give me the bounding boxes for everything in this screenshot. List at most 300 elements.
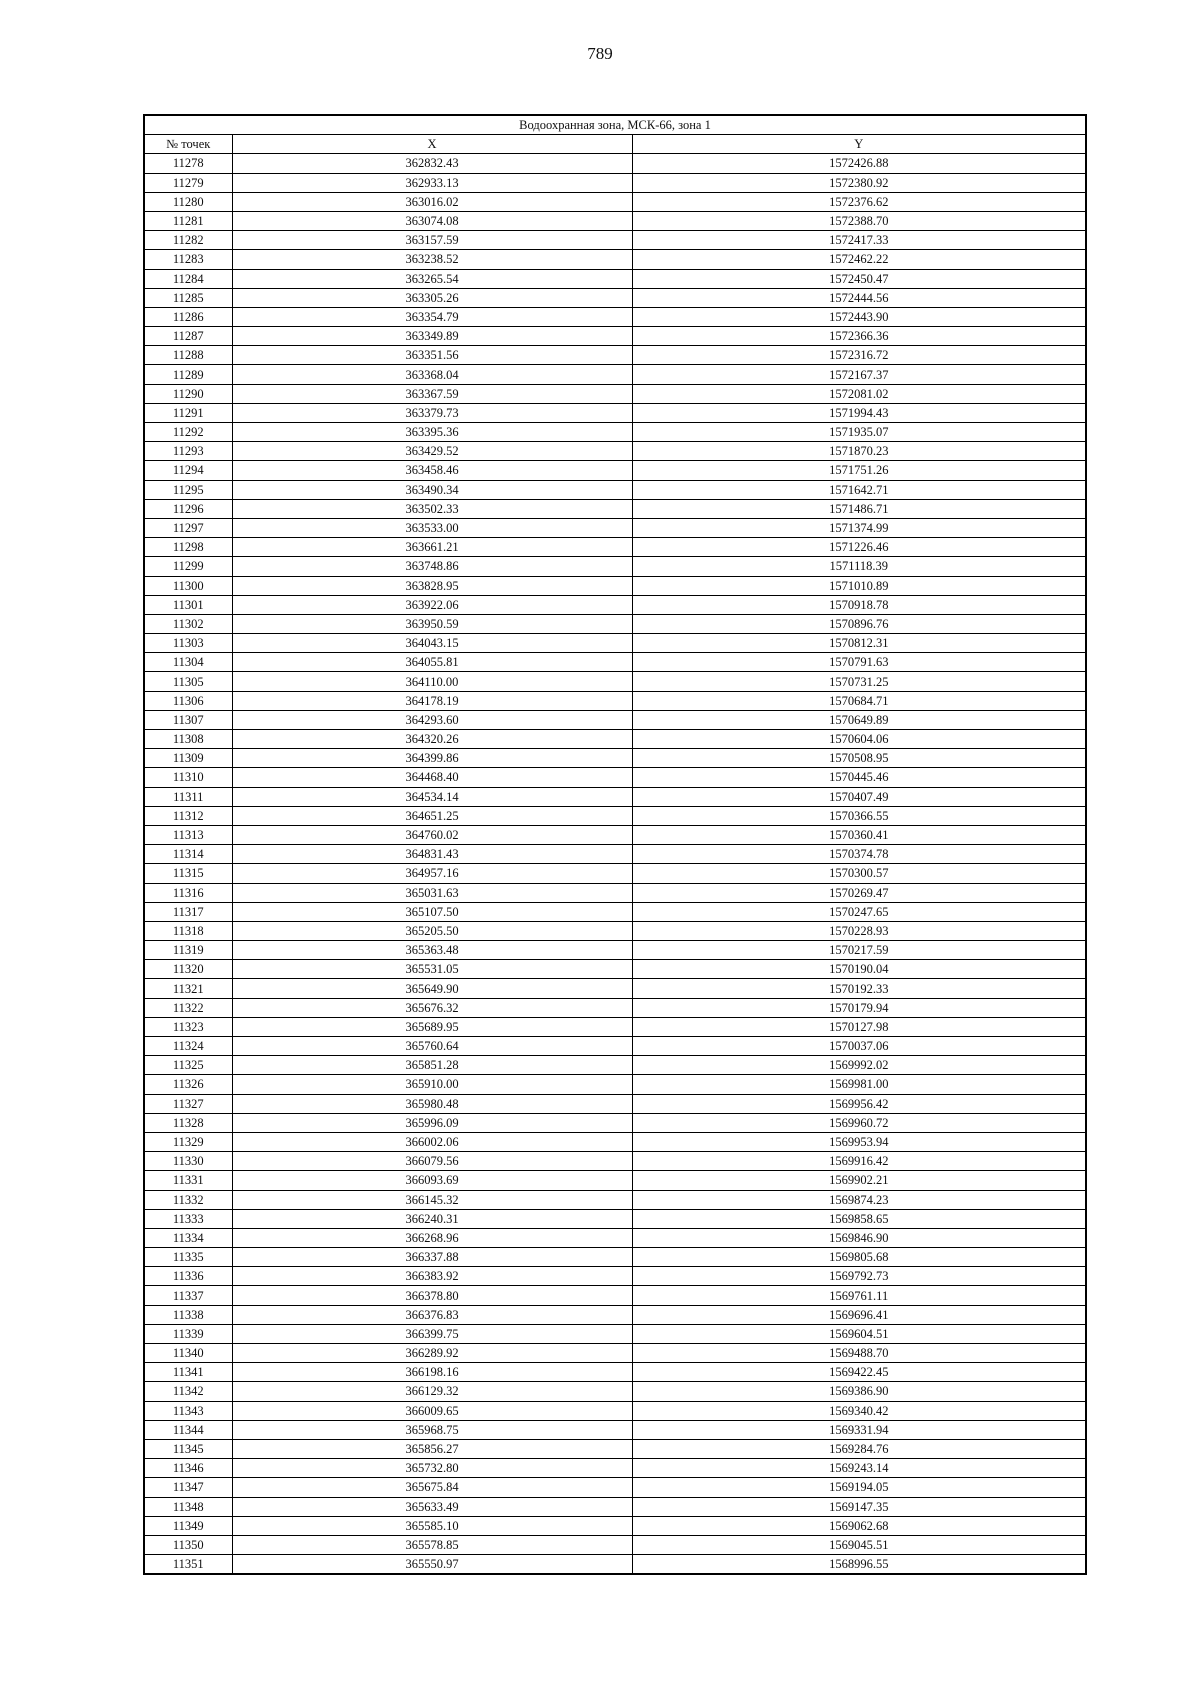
x-coordinate-cell: 363016.02 — [232, 192, 632, 211]
point-number-cell: 11345 — [144, 1439, 232, 1458]
point-number-cell: 11303 — [144, 634, 232, 653]
table-row — [144, 864, 1086, 883]
x-coordinate-cell: 364320.26 — [232, 730, 632, 749]
y-coordinate-cell: 1569045.51 — [632, 1535, 1086, 1554]
table-row — [144, 557, 1086, 576]
point-number-cell: 11291 — [144, 403, 232, 422]
y-coordinate-cell: 1569858.65 — [632, 1209, 1086, 1228]
table-row — [144, 749, 1086, 768]
table-row — [144, 768, 1086, 787]
table-row — [144, 1171, 1086, 1190]
point-number-cell: 11318 — [144, 921, 232, 940]
table-row — [144, 653, 1086, 672]
point-number-cell: 11330 — [144, 1152, 232, 1171]
x-coordinate-cell: 363458.46 — [232, 461, 632, 480]
point-number-cell: 11331 — [144, 1171, 232, 1190]
point-number-cell: 11350 — [144, 1535, 232, 1554]
y-coordinate-cell: 1570228.93 — [632, 921, 1086, 940]
y-coordinate-cell: 1571642.71 — [632, 480, 1086, 499]
point-number-cell: 11340 — [144, 1344, 232, 1363]
coordinates-table — [143, 114, 1087, 1575]
x-coordinate-cell: 365550.97 — [232, 1555, 632, 1575]
table-row — [144, 1439, 1086, 1458]
y-coordinate-cell: 1569488.70 — [632, 1344, 1086, 1363]
point-number-cell: 11309 — [144, 749, 232, 768]
table-row — [144, 461, 1086, 480]
y-coordinate-cell: 1571994.43 — [632, 403, 1086, 422]
table-row — [144, 1286, 1086, 1305]
y-coordinate-cell: 1570649.89 — [632, 710, 1086, 729]
x-coordinate-cell: 365689.95 — [232, 1017, 632, 1036]
table-row — [144, 403, 1086, 422]
point-number-cell: 11332 — [144, 1190, 232, 1209]
y-coordinate-cell: 1571751.26 — [632, 461, 1086, 480]
table-row — [144, 595, 1086, 614]
x-coordinate-cell: 363379.73 — [232, 403, 632, 422]
x-coordinate-cell: 365578.85 — [232, 1535, 632, 1554]
y-coordinate-cell: 1570179.94 — [632, 998, 1086, 1017]
x-coordinate-cell: 365649.90 — [232, 979, 632, 998]
table-row — [144, 921, 1086, 940]
table-row — [144, 806, 1086, 825]
point-number-cell: 11308 — [144, 730, 232, 749]
point-number-cell: 11344 — [144, 1420, 232, 1439]
x-coordinate-cell: 365851.28 — [232, 1056, 632, 1075]
point-number-cell: 11283 — [144, 250, 232, 269]
y-coordinate-cell: 1570192.33 — [632, 979, 1086, 998]
x-coordinate-cell: 363265.54 — [232, 269, 632, 288]
y-coordinate-cell: 1571935.07 — [632, 423, 1086, 442]
point-number-cell: 11326 — [144, 1075, 232, 1094]
x-coordinate-cell: 366079.56 — [232, 1152, 632, 1171]
table-row — [144, 1190, 1086, 1209]
x-coordinate-cell: 362832.43 — [232, 154, 632, 173]
x-coordinate-cell: 363349.89 — [232, 327, 632, 346]
point-number-cell: 11348 — [144, 1497, 232, 1516]
point-number-cell: 11304 — [144, 653, 232, 672]
table-row — [144, 173, 1086, 192]
x-coordinate-cell: 365968.75 — [232, 1420, 632, 1439]
column-header-y: Y — [632, 135, 1086, 154]
y-coordinate-cell: 1572417.33 — [632, 231, 1086, 250]
x-coordinate-cell: 363351.56 — [232, 346, 632, 365]
x-coordinate-cell: 365675.84 — [232, 1478, 632, 1497]
point-number-cell: 11315 — [144, 864, 232, 883]
page-number: 789 — [587, 44, 613, 63]
point-number-cell: 11336 — [144, 1267, 232, 1286]
x-coordinate-cell: 366337.88 — [232, 1248, 632, 1267]
point-number-cell: 11324 — [144, 1037, 232, 1056]
table-body — [144, 154, 1086, 1574]
y-coordinate-cell: 1570127.98 — [632, 1017, 1086, 1036]
table-row — [144, 442, 1086, 461]
table-row — [144, 1132, 1086, 1151]
x-coordinate-cell: 366145.32 — [232, 1190, 632, 1209]
point-number-cell: 11280 — [144, 192, 232, 211]
y-coordinate-cell: 1569902.21 — [632, 1171, 1086, 1190]
y-coordinate-cell: 1569846.90 — [632, 1228, 1086, 1247]
point-number-cell: 11305 — [144, 672, 232, 691]
point-number-cell: 11279 — [144, 173, 232, 192]
y-coordinate-cell: 1568996.55 — [632, 1555, 1086, 1575]
y-coordinate-cell: 1570445.46 — [632, 768, 1086, 787]
table-row — [144, 1152, 1086, 1171]
point-number-cell: 11289 — [144, 365, 232, 384]
point-number-cell: 11335 — [144, 1248, 232, 1267]
x-coordinate-cell: 363305.26 — [232, 288, 632, 307]
point-number-cell: 11321 — [144, 979, 232, 998]
y-coordinate-cell: 1569243.14 — [632, 1459, 1086, 1478]
x-coordinate-cell: 366268.96 — [232, 1228, 632, 1247]
point-number-cell: 11334 — [144, 1228, 232, 1247]
point-number-cell: 11338 — [144, 1305, 232, 1324]
point-number-cell: 11329 — [144, 1132, 232, 1151]
point-number-cell: 11307 — [144, 710, 232, 729]
point-number-cell: 11278 — [144, 154, 232, 173]
y-coordinate-cell: 1570812.31 — [632, 634, 1086, 653]
y-coordinate-cell: 1569194.05 — [632, 1478, 1086, 1497]
x-coordinate-cell: 365363.48 — [232, 941, 632, 960]
x-coordinate-cell: 363502.33 — [232, 499, 632, 518]
table-row — [144, 787, 1086, 806]
point-number-cell: 11302 — [144, 614, 232, 633]
point-number-cell: 11286 — [144, 307, 232, 326]
x-coordinate-cell: 364651.25 — [232, 806, 632, 825]
table-row — [144, 154, 1086, 173]
point-number-cell: 11341 — [144, 1363, 232, 1382]
point-number-cell: 11316 — [144, 883, 232, 902]
y-coordinate-cell: 1571118.39 — [632, 557, 1086, 576]
x-coordinate-cell: 363490.34 — [232, 480, 632, 499]
table-row — [144, 192, 1086, 211]
y-coordinate-cell: 1571010.89 — [632, 576, 1086, 595]
point-number-cell: 11322 — [144, 998, 232, 1017]
table-row — [144, 384, 1086, 403]
y-coordinate-cell: 1570896.76 — [632, 614, 1086, 633]
point-number-cell: 11343 — [144, 1401, 232, 1420]
y-coordinate-cell: 1571870.23 — [632, 442, 1086, 461]
table-row — [144, 960, 1086, 979]
point-number-cell: 11327 — [144, 1094, 232, 1113]
point-number-cell: 11346 — [144, 1459, 232, 1478]
x-coordinate-cell: 363368.04 — [232, 365, 632, 384]
y-coordinate-cell: 1570247.65 — [632, 902, 1086, 921]
point-number-cell: 11298 — [144, 538, 232, 557]
x-coordinate-cell: 366240.31 — [232, 1209, 632, 1228]
x-coordinate-cell: 366378.80 — [232, 1286, 632, 1305]
point-number-cell: 11333 — [144, 1209, 232, 1228]
table-row — [144, 346, 1086, 365]
point-number-cell: 11282 — [144, 231, 232, 250]
y-coordinate-cell: 1572081.02 — [632, 384, 1086, 403]
y-coordinate-cell: 1570731.25 — [632, 672, 1086, 691]
table-row — [144, 1382, 1086, 1401]
table-row — [144, 1017, 1086, 1036]
table-row — [144, 1459, 1086, 1478]
x-coordinate-cell: 362933.13 — [232, 173, 632, 192]
y-coordinate-cell: 1569805.68 — [632, 1248, 1086, 1267]
point-number-cell: 11347 — [144, 1478, 232, 1497]
column-header-point-number: № точек — [144, 135, 232, 154]
y-coordinate-cell: 1570508.95 — [632, 749, 1086, 768]
table-row — [144, 1228, 1086, 1247]
y-coordinate-cell: 1570407.49 — [632, 787, 1086, 806]
table-row — [144, 1363, 1086, 1382]
table-row — [144, 1056, 1086, 1075]
y-coordinate-cell: 1570791.63 — [632, 653, 1086, 672]
x-coordinate-cell: 364055.81 — [232, 653, 632, 672]
y-coordinate-cell: 1570360.41 — [632, 825, 1086, 844]
y-coordinate-cell: 1569874.23 — [632, 1190, 1086, 1209]
table-row — [144, 1420, 1086, 1439]
point-number-cell: 11290 — [144, 384, 232, 403]
table-row — [144, 231, 1086, 250]
table-row — [144, 269, 1086, 288]
table-row — [144, 1497, 1086, 1516]
x-coordinate-cell: 364534.14 — [232, 787, 632, 806]
table-row — [144, 211, 1086, 230]
point-number-cell: 11299 — [144, 557, 232, 576]
table-row — [144, 1401, 1086, 1420]
y-coordinate-cell: 1570190.04 — [632, 960, 1086, 979]
y-coordinate-cell: 1569604.51 — [632, 1324, 1086, 1343]
point-number-cell: 11300 — [144, 576, 232, 595]
point-number-cell: 11319 — [144, 941, 232, 960]
point-number-cell: 11295 — [144, 480, 232, 499]
table-row — [144, 1344, 1086, 1363]
y-coordinate-cell: 1570374.78 — [632, 845, 1086, 864]
table-row — [144, 825, 1086, 844]
point-number-cell: 11306 — [144, 691, 232, 710]
table-row — [144, 1555, 1086, 1575]
y-coordinate-cell: 1570604.06 — [632, 730, 1086, 749]
table-row — [144, 614, 1086, 633]
table-row — [144, 998, 1086, 1017]
table-row — [144, 576, 1086, 595]
y-coordinate-cell: 1571486.71 — [632, 499, 1086, 518]
y-coordinate-cell: 1571374.99 — [632, 518, 1086, 537]
table-row — [144, 1516, 1086, 1535]
table-row — [144, 902, 1086, 921]
point-number-cell: 11310 — [144, 768, 232, 787]
y-coordinate-cell: 1569386.90 — [632, 1382, 1086, 1401]
point-number-cell: 11342 — [144, 1382, 232, 1401]
y-coordinate-cell: 1569960.72 — [632, 1113, 1086, 1132]
x-coordinate-cell: 365031.63 — [232, 883, 632, 902]
table-row — [144, 1094, 1086, 1113]
y-coordinate-cell: 1569916.42 — [632, 1152, 1086, 1171]
x-coordinate-cell: 363950.59 — [232, 614, 632, 633]
point-number-cell: 11313 — [144, 825, 232, 844]
x-coordinate-cell: 365633.49 — [232, 1497, 632, 1516]
y-coordinate-cell: 1569696.41 — [632, 1305, 1086, 1324]
x-coordinate-cell: 364043.15 — [232, 634, 632, 653]
x-coordinate-cell: 365996.09 — [232, 1113, 632, 1132]
x-coordinate-cell: 365676.32 — [232, 998, 632, 1017]
x-coordinate-cell: 363395.36 — [232, 423, 632, 442]
y-coordinate-cell: 1569761.11 — [632, 1286, 1086, 1305]
x-coordinate-cell: 365760.64 — [232, 1037, 632, 1056]
table-row — [144, 307, 1086, 326]
point-number-cell: 11337 — [144, 1286, 232, 1305]
table-row — [144, 1535, 1086, 1554]
point-number-cell: 11287 — [144, 327, 232, 346]
x-coordinate-cell: 364110.00 — [232, 672, 632, 691]
x-coordinate-cell: 363367.59 — [232, 384, 632, 403]
table-row — [144, 883, 1086, 902]
point-number-cell: 11339 — [144, 1324, 232, 1343]
x-coordinate-cell: 366399.75 — [232, 1324, 632, 1343]
x-coordinate-cell: 363922.06 — [232, 595, 632, 614]
table-row — [144, 499, 1086, 518]
x-coordinate-cell: 363354.79 — [232, 307, 632, 326]
table-row — [144, 250, 1086, 269]
table-row — [144, 480, 1086, 499]
table-row — [144, 1113, 1086, 1132]
table-row — [144, 672, 1086, 691]
x-coordinate-cell: 363828.95 — [232, 576, 632, 595]
y-coordinate-cell: 1569792.73 — [632, 1267, 1086, 1286]
y-coordinate-cell: 1572426.88 — [632, 154, 1086, 173]
y-coordinate-cell: 1569284.76 — [632, 1439, 1086, 1458]
point-number-cell: 11328 — [144, 1113, 232, 1132]
x-coordinate-cell: 364831.43 — [232, 845, 632, 864]
y-coordinate-cell: 1569992.02 — [632, 1056, 1086, 1075]
y-coordinate-cell: 1572316.72 — [632, 346, 1086, 365]
table-row — [144, 1478, 1086, 1497]
x-coordinate-cell: 364178.19 — [232, 691, 632, 710]
x-coordinate-cell: 366009.65 — [232, 1401, 632, 1420]
table-row — [144, 1209, 1086, 1228]
table-caption-row — [144, 115, 1086, 135]
y-coordinate-cell: 1569062.68 — [632, 1516, 1086, 1535]
x-coordinate-cell: 365205.50 — [232, 921, 632, 940]
x-coordinate-cell: 363074.08 — [232, 211, 632, 230]
x-coordinate-cell: 365732.80 — [232, 1459, 632, 1478]
point-number-cell: 11281 — [144, 211, 232, 230]
x-coordinate-cell: 363661.21 — [232, 538, 632, 557]
table-row — [144, 1037, 1086, 1056]
x-coordinate-cell: 363238.52 — [232, 250, 632, 269]
y-coordinate-cell: 1572167.37 — [632, 365, 1086, 384]
x-coordinate-cell: 365910.00 — [232, 1075, 632, 1094]
y-coordinate-cell: 1570300.57 — [632, 864, 1086, 883]
point-number-cell: 11296 — [144, 499, 232, 518]
y-coordinate-cell: 1569422.45 — [632, 1363, 1086, 1382]
table-row — [144, 1248, 1086, 1267]
table-row — [144, 845, 1086, 864]
table-row — [144, 423, 1086, 442]
point-number-cell: 11349 — [144, 1516, 232, 1535]
y-coordinate-cell: 1569953.94 — [632, 1132, 1086, 1151]
y-coordinate-cell: 1572388.70 — [632, 211, 1086, 230]
y-coordinate-cell: 1570918.78 — [632, 595, 1086, 614]
table-row — [144, 710, 1086, 729]
x-coordinate-cell: 366376.83 — [232, 1305, 632, 1324]
table-row — [144, 691, 1086, 710]
y-coordinate-cell: 1572444.56 — [632, 288, 1086, 307]
y-coordinate-cell: 1571226.46 — [632, 538, 1086, 557]
table-row — [144, 518, 1086, 537]
y-coordinate-cell: 1572450.47 — [632, 269, 1086, 288]
table-row — [144, 365, 1086, 384]
table-row — [144, 1075, 1086, 1094]
y-coordinate-cell: 1572380.92 — [632, 173, 1086, 192]
y-coordinate-cell: 1572443.90 — [632, 307, 1086, 326]
x-coordinate-cell: 364957.16 — [232, 864, 632, 883]
point-number-cell: 11311 — [144, 787, 232, 806]
point-number-cell: 11323 — [144, 1017, 232, 1036]
point-number-cell: 11314 — [144, 845, 232, 864]
table-row — [144, 288, 1086, 307]
x-coordinate-cell: 363533.00 — [232, 518, 632, 537]
x-coordinate-cell: 365107.50 — [232, 902, 632, 921]
y-coordinate-cell: 1569981.00 — [632, 1075, 1086, 1094]
column-header-x: X — [232, 135, 632, 154]
table-row — [144, 1324, 1086, 1343]
point-number-cell: 11297 — [144, 518, 232, 537]
y-coordinate-cell: 1570217.59 — [632, 941, 1086, 960]
x-coordinate-cell: 366002.06 — [232, 1132, 632, 1151]
y-coordinate-cell: 1572462.22 — [632, 250, 1086, 269]
x-coordinate-cell: 364399.86 — [232, 749, 632, 768]
x-coordinate-cell: 365585.10 — [232, 1516, 632, 1535]
x-coordinate-cell: 363429.52 — [232, 442, 632, 461]
table-row — [144, 1267, 1086, 1286]
y-coordinate-cell: 1570366.55 — [632, 806, 1086, 825]
point-number-cell: 11301 — [144, 595, 232, 614]
x-coordinate-cell: 364468.40 — [232, 768, 632, 787]
x-coordinate-cell: 366198.16 — [232, 1363, 632, 1382]
x-coordinate-cell: 364293.60 — [232, 710, 632, 729]
point-number-cell: 11293 — [144, 442, 232, 461]
point-number-cell: 11294 — [144, 461, 232, 480]
y-coordinate-cell: 1570684.71 — [632, 691, 1086, 710]
point-number-cell: 11285 — [144, 288, 232, 307]
x-coordinate-cell: 363748.86 — [232, 557, 632, 576]
point-number-cell: 11325 — [144, 1056, 232, 1075]
y-coordinate-cell: 1569331.94 — [632, 1420, 1086, 1439]
point-number-cell: 11351 — [144, 1555, 232, 1575]
x-coordinate-cell: 366383.92 — [232, 1267, 632, 1286]
y-coordinate-cell: 1569147.35 — [632, 1497, 1086, 1516]
y-coordinate-cell: 1572376.62 — [632, 192, 1086, 211]
table-row — [144, 979, 1086, 998]
point-number-cell: 11320 — [144, 960, 232, 979]
point-number-cell: 11284 — [144, 269, 232, 288]
y-coordinate-cell: 1569956.42 — [632, 1094, 1086, 1113]
x-coordinate-cell: 364760.02 — [232, 825, 632, 844]
point-number-cell: 11317 — [144, 902, 232, 921]
table-row — [144, 730, 1086, 749]
table-caption: Водоохранная зона, МСК-66, зона 1 — [144, 115, 1086, 135]
x-coordinate-cell: 363157.59 — [232, 231, 632, 250]
point-number-cell: 11312 — [144, 806, 232, 825]
x-coordinate-cell: 365980.48 — [232, 1094, 632, 1113]
point-number-cell: 11288 — [144, 346, 232, 365]
table-row — [144, 538, 1086, 557]
y-coordinate-cell: 1570269.47 — [632, 883, 1086, 902]
x-coordinate-cell: 365531.05 — [232, 960, 632, 979]
table-row — [144, 634, 1086, 653]
point-number-cell: 11292 — [144, 423, 232, 442]
table-header-row — [144, 135, 1086, 154]
y-coordinate-cell: 1569340.42 — [632, 1401, 1086, 1420]
x-coordinate-cell: 365856.27 — [232, 1439, 632, 1458]
table-row — [144, 1305, 1086, 1324]
x-coordinate-cell: 366289.92 — [232, 1344, 632, 1363]
table-row — [144, 327, 1086, 346]
